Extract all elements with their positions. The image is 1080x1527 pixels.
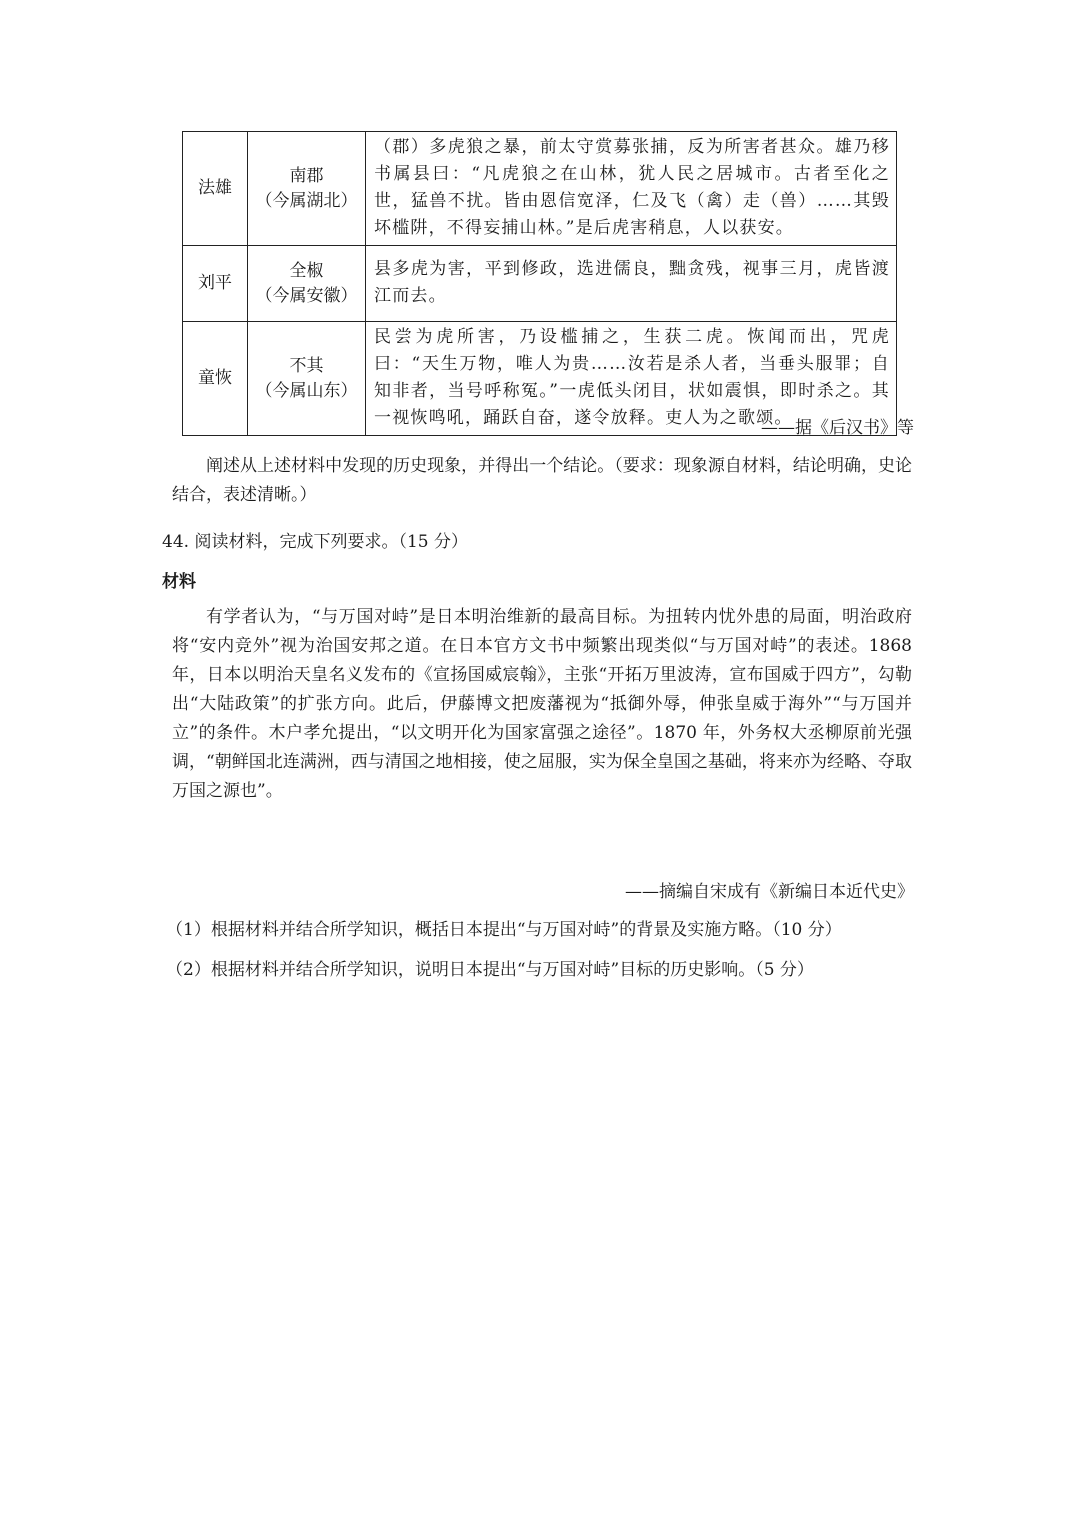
table-row [183, 246, 897, 322]
event-text: （郡）多虎狼之暴，前太守赏募张捕，反为所害者甚众。雄乃移书属县曰：“凡虎狼之在山林，犹人民之居城市。古者至化之世，猛兽不扰。皆由恩信宽泽，仁及飞（禽）走（兽）……其毁坏槛阱，不得妄捕山林。”是后虎害稍息，人以获安。 [366, 132, 897, 246]
material-text: 有学者认为，“与万国对峙”是日本明治维新的最高目标。为扭转内忧外患的局面，明治政府将“安内竞外”视为治国安邦之道。在日本官方文书中频繁出现类似“与万国对峙”的表述。1868 年，日本以明治天皇名义发布的《宣扬国威宸翰》，主张“开拓万里波涛，宣布国威于四方”，勾勒出“大陆政策”的扩张方向。此后，伊藤博文把废藩视为“抵御外辱，伸张皇威于海外”“与万国并立”的条件。木户孝允提出，“以文明开化为国家富强之途径”。1870 年，外务权大丞柳原前光强调，“朝鲜国北连满洲，西与清国之地相接，使之屈服，实为保全皇国之基础，将来亦为经略、夺取万国之源也”。 [172, 607, 912, 801]
q44-heading: 44. 阅读材料，完成下列要求。（15 分） [162, 532, 468, 552]
place-note: （今属安徽） [255, 285, 358, 306]
material-label: 材料 [162, 572, 196, 592]
place-cell [248, 132, 366, 246]
table-source: ——据《后汉书》等 [761, 418, 914, 438]
q43-prompt: 阐述从上述材料中发现的历史现象，并得出一个结论。（要求：现象源自材料，结论明确，史论结合，表述清晰。） [172, 456, 912, 505]
table-row [183, 132, 897, 246]
place-cell [248, 246, 366, 322]
official-name: 刘平 [183, 246, 248, 322]
place-name: 南郡 [289, 165, 324, 186]
place-name: 全椒 [289, 260, 324, 281]
sub-question-2: （2）根据材料并结合所学知识，说明日本提出“与万国对峙”目标的历史影响。（5 分） [166, 960, 814, 980]
place-note: （今属山东） [255, 380, 358, 401]
place-name: 不其 [289, 355, 324, 376]
event-text: 县多虎为害，平到修政，选进儒良，黜贪残，视事三月，虎皆渡江而去。 [366, 246, 897, 322]
sub-question-1: （1）根据材料并结合所学知识，概括日本提出“与万国对峙”的背景及实施方略。（10 分） [166, 920, 842, 940]
official-name: 童恢 [183, 322, 248, 436]
material-source: ——摘编自宋成有《新编日本近代史》 [625, 882, 914, 902]
official-name: 法雄 [183, 132, 248, 246]
place-note: （今属湖北） [255, 190, 358, 211]
history-table [182, 131, 897, 436]
event-text: 民尝为虎所害，乃设槛捕之，生获二虎。恢闻而出，咒虎曰：“天生万物，唯人为贵……汝若是杀人者，当垂头服罪；自知非者，当号呼称冤。”一虎低头闭目，状如震惧，即时杀之。其一视恢鸣吼，踊跃自奋，遂令放释。吏人为之歌颂。 [366, 322, 897, 436]
place-cell [248, 322, 366, 436]
